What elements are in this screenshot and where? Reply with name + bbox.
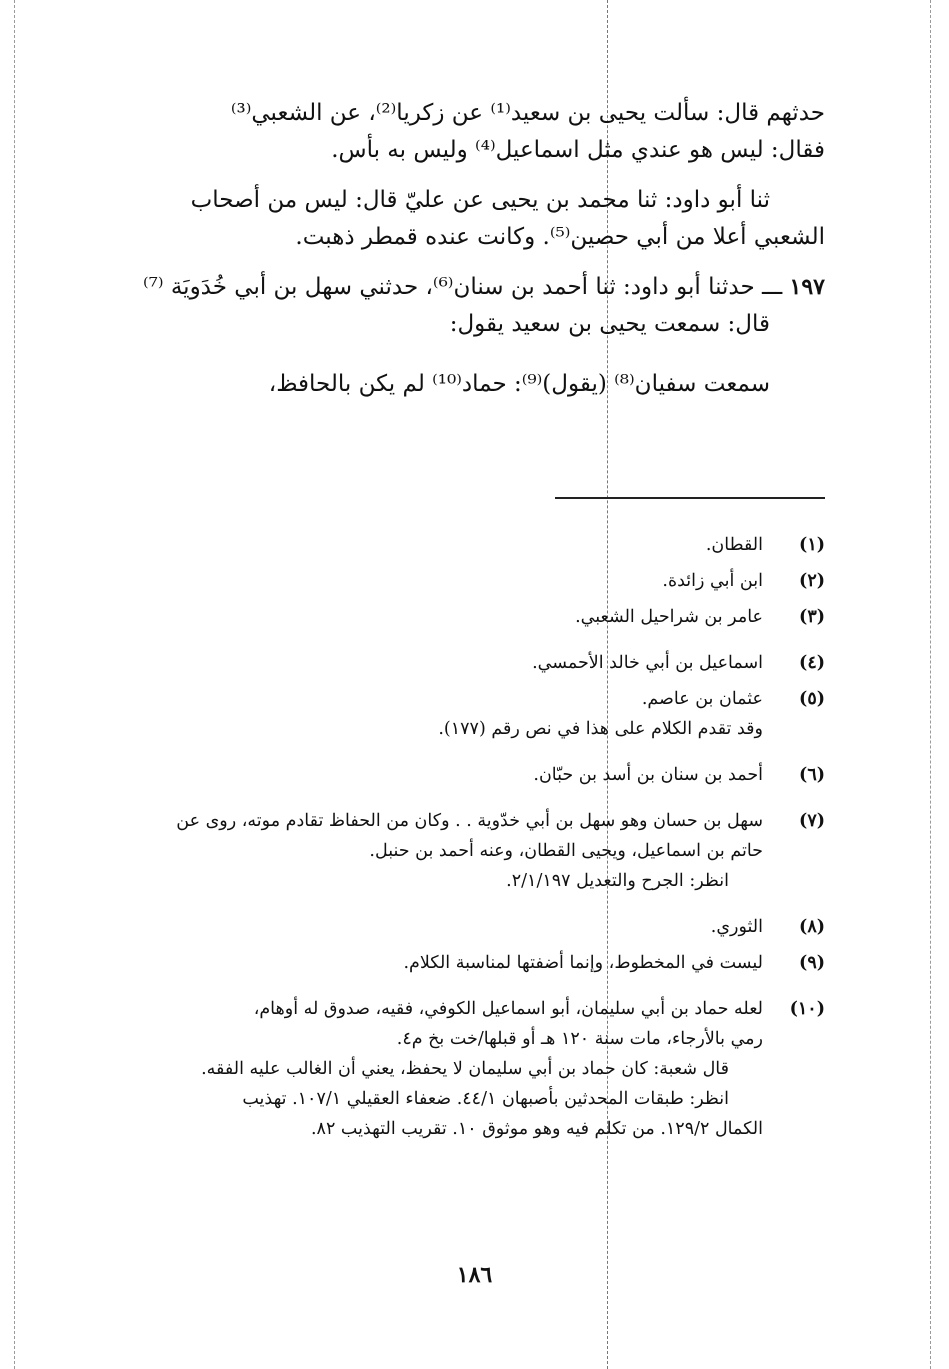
- page-number: ١٨٦: [456, 1262, 493, 1288]
- footnote: [125, 760, 825, 790]
- footnote-number: (٢): [799, 571, 825, 591]
- footnote-number: (١): [799, 535, 825, 555]
- footnote: [125, 912, 825, 942]
- footnote: [125, 530, 825, 560]
- footnote-line: وقد تقدم الكلام على هذا في نص رقم (١٧٧).: [438, 719, 763, 739]
- footnote: [125, 566, 825, 596]
- footnote-number: (٧): [799, 811, 825, 831]
- footnote-line: انظر: طبقات المحدثين بأصبهان ٤٤/١. ضعفاء العقيلي ١٠٧/١. تهذيب: [242, 1089, 729, 1109]
- footnote-line: انظر: الجرح والتعديل ٢/١/١٩٧.: [506, 871, 729, 891]
- footnote: [125, 994, 825, 1144]
- footnote-number: (٨): [799, 917, 825, 937]
- footnote-number: (٤): [799, 653, 825, 673]
- text-line: فقال: ليس هو عندي مثل اسماعيل⁽⁴⁾ وليس به بأس.: [331, 137, 825, 163]
- footnote-line: اسماعيل بن أبي خالد الأحمسي.: [532, 653, 763, 673]
- footnote-number: (٥): [799, 689, 825, 709]
- footnote-line: رمي بالأرجاء، مات سنة ١٢٠ هـ أو قبلها/خت بخ م٤.: [396, 1029, 763, 1049]
- footnote-separator: [555, 497, 825, 499]
- paragraph-1: [125, 95, 825, 169]
- footnote-line: قال شعبة: كان حماد بن أبي سليمان لا يحفظ، يعني أن الغالب عليه الفقه.: [201, 1059, 729, 1079]
- footnote-number: (٦): [799, 765, 825, 785]
- footnote: [125, 806, 825, 896]
- footnote-line: عامر بن شراحيل الشعبي.: [575, 607, 763, 627]
- text-line: ثنا أبو داود: ثنا محمد بن يحيى عن عليّ قال: ليس من أصحاب: [190, 187, 770, 213]
- footnote-number: (٣): [799, 607, 825, 627]
- footnotes: [125, 530, 825, 1150]
- footnote-number: (٩): [799, 953, 825, 973]
- footnote-line: ليست في المخطوط، وإنما أضفتها لمناسبة الكلام.: [403, 953, 763, 973]
- text-fragment: ـــ حدثنا أبو داود: ثنا أحمد بن سنان⁽⁶⁾، حدثني سهل بن أبي خُدَويَة ⁽⁷⁾: [142, 274, 790, 300]
- footnote-line: سهل بن حسان وهو سهل بن أبي خدّوية . . وكان من الحفاظ تقادم موته، روى عن: [176, 811, 763, 831]
- paragraph-4: [125, 366, 825, 403]
- scan-line-left: [14, 0, 15, 1369]
- paragraph-3: [125, 269, 825, 343]
- text-line: الشعبي أعلا من أبي حصين⁽⁵⁾. وكانت عنده قمطر ذهبت.: [295, 224, 825, 250]
- footnote: [125, 684, 825, 744]
- text-line: حدثهم قال: سألت يحيى بن سعيد⁽¹⁾ عن زكريا⁽²⁾، عن الشعبي⁽³⁾: [230, 100, 825, 126]
- footnote-line: الكمال ١٢٩/٢. من تكلم فيه وهو موثوق ١٠. تقريب التهذيب ٨٢.: [310, 1119, 763, 1139]
- footnote: [125, 602, 825, 632]
- footnote-line: أحمد بن سنان بن أسد بن حبّان.: [533, 765, 763, 785]
- footnote-line: حاتم بن اسماعيل، ويحيى القطان، وعنه أحمد بن حنبل.: [369, 841, 763, 861]
- footnote-line: لعله حماد بن أبي سليمان، أبو اسماعيل الكوفي، فقيه، صدوق له أوهام،: [253, 999, 763, 1019]
- text-line: قال: سمعت يحيى بن سعيد يقول:: [449, 311, 770, 337]
- footnote-line: القطان.: [705, 535, 763, 555]
- footnote-number: (١٠): [789, 999, 825, 1019]
- footnote-line: ابن أبي زائدة.: [662, 571, 763, 591]
- main-text: [125, 95, 825, 416]
- footnote: [125, 948, 825, 978]
- footnote-line: عثمان بن عاصم.: [641, 689, 763, 709]
- text-line: سمعت سفيان⁽⁸⁾ (يقول)⁽⁹⁾: حماد⁽¹⁰⁾ لم يكن بالحافظ،: [268, 371, 770, 397]
- paragraph-2: [125, 182, 825, 256]
- footnote: [125, 648, 825, 678]
- footnote-line: الثوري.: [710, 917, 763, 937]
- narration-number: ١٩٧: [789, 274, 825, 300]
- scan-line-right: [930, 0, 931, 1369]
- text-line: [125, 269, 825, 306]
